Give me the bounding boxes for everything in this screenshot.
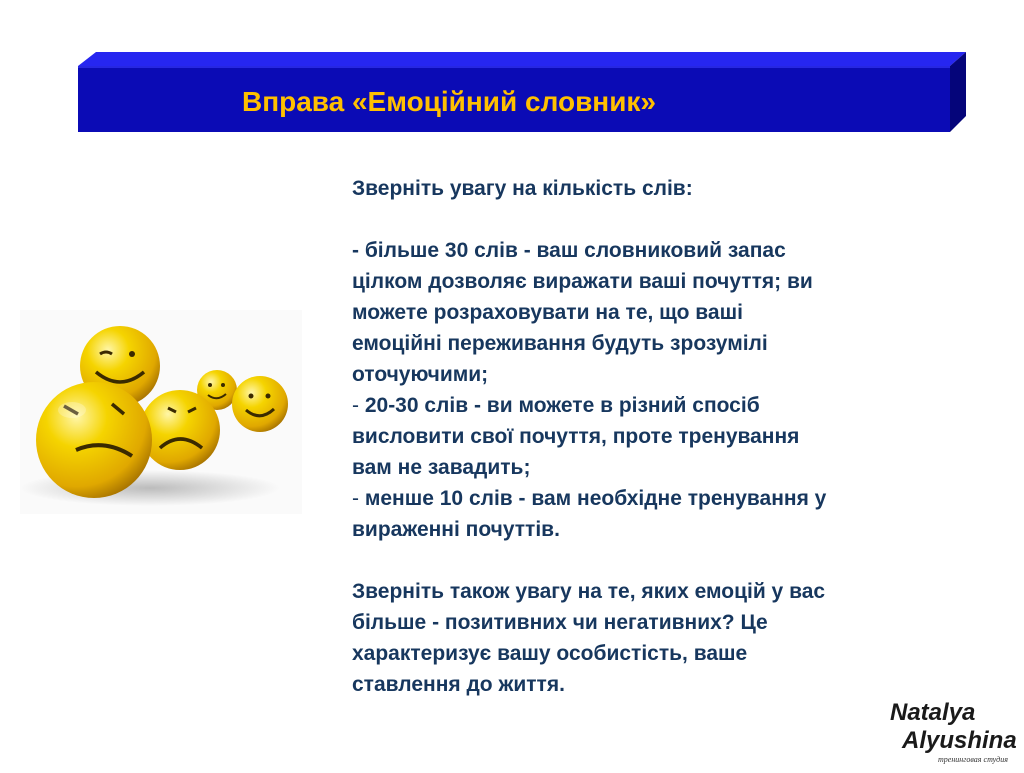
spacer <box>352 204 952 235</box>
outro-line: характеризує вашу особистість, ваше <box>352 642 748 665</box>
item3-line: вираженні почуттів. <box>352 518 560 541</box>
outro-line: ставлення до життя. <box>352 673 565 696</box>
frowning-big-ball <box>36 382 152 498</box>
item2-text: 20-30 слів - ви можете в різний спосіб <box>359 394 760 417</box>
logo-tagline: тренинговая студия <box>938 755 1008 764</box>
outro-line: більше - позитивних чи негативних? Це <box>352 611 768 634</box>
studio-logo <box>872 696 1024 768</box>
item3-text: менше 10 слів - вам необхідне тренування у <box>359 487 827 510</box>
spacer <box>352 545 952 576</box>
smiley-right-ball <box>232 376 288 432</box>
item3-line <box>352 483 952 514</box>
item1-line: емоційні переживання будуть зрозумілі <box>352 332 768 355</box>
item2-line: висловити свої почуття, проте тренування <box>352 425 800 448</box>
logo-name-line1: Natalya <box>890 699 976 726</box>
intro-text: Зверніть увагу на кількість слів: <box>352 177 693 200</box>
item2-dash: - <box>352 394 359 417</box>
slide-body <box>352 173 952 700</box>
item2-line <box>352 390 952 421</box>
title-banner <box>0 0 1024 160</box>
logo-name-line2: Alyushina <box>902 727 1017 754</box>
item1-line: можете розраховувати на те, що ваші <box>352 301 743 324</box>
emoji-balls-illustration <box>20 310 302 514</box>
outro-line: Зверніть також увагу на те, яких емоцій у вас <box>352 580 826 603</box>
sad-ball <box>140 390 220 470</box>
item1-line: - більше 30 слів - ваш словниковий запас <box>352 239 786 262</box>
item1-line: оточуючими; <box>352 363 489 386</box>
item1-line: цілком дозволяє виражати ваші почуття; ви <box>352 270 813 293</box>
slide-title: Вправа «Емоційний словник» <box>241 86 657 117</box>
item2-line: вам не завадить; <box>352 456 531 479</box>
item3-dash: - <box>352 487 359 510</box>
